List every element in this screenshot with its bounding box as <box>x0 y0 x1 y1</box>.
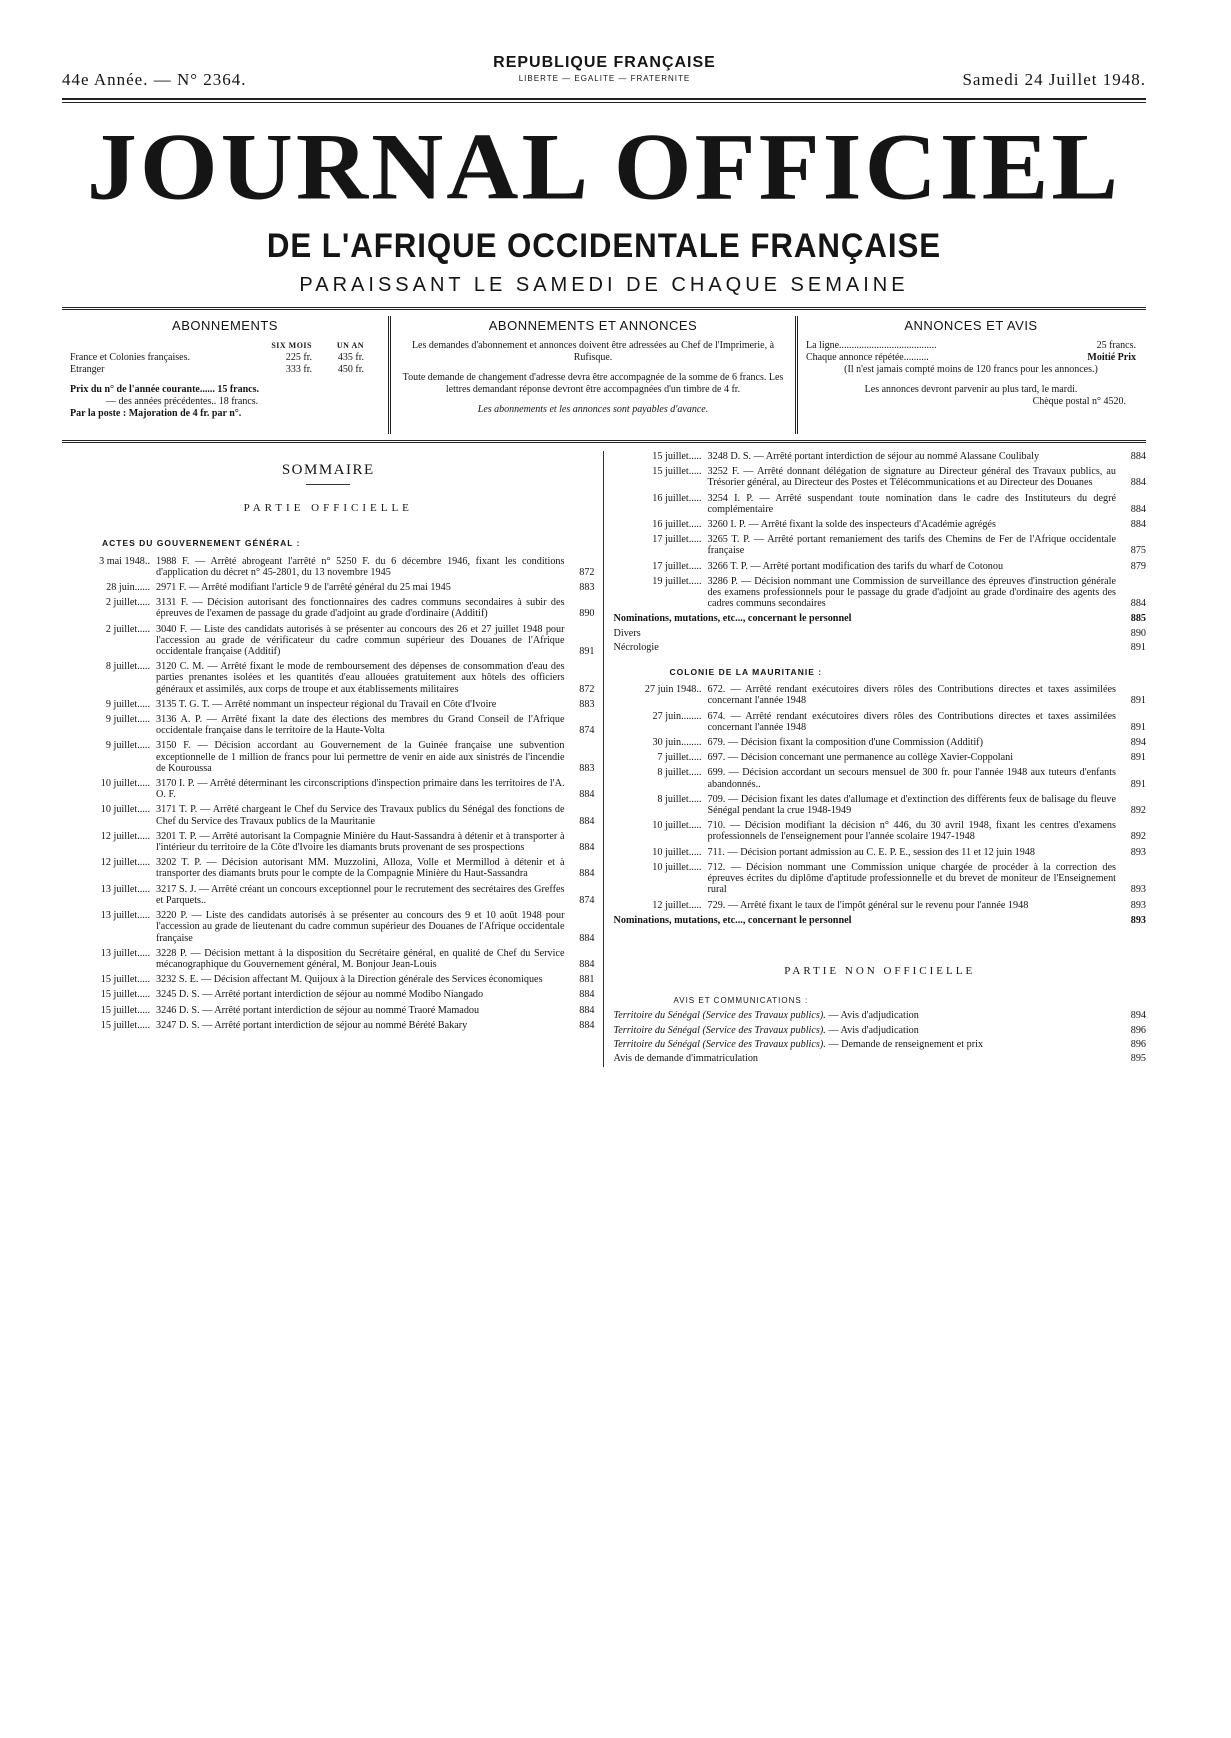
right-entry-list <box>614 451 1147 609</box>
entry-date: 15 juillet..... <box>100 989 150 1001</box>
sommaire-entry <box>614 466 1147 488</box>
entry-text: 3220 P. — Liste des candidats autorisés à se présenter au concours des 9 et 10 août 1948 pour l'accession au grade de lieutenant du cadre commun supérieur des Douanes de l'Afrique occidentale française <box>156 910 565 944</box>
entry-page: 891 <box>1130 778 1146 790</box>
sommaire-right-column <box>604 451 1147 1067</box>
entry-date: 28 juin...... <box>106 582 150 594</box>
sommaire-entry <box>614 900 1147 911</box>
issue-number: 44e Année. — N° 2364. <box>62 70 247 89</box>
entry-date: 12 juillet..... <box>100 857 150 869</box>
entry-page: 874 <box>579 725 595 737</box>
masthead-subtitle: DE L'AFRIQUE OCCIDENTALE FRANÇAISE <box>266 227 942 265</box>
entry-date: 9 juillet..... <box>105 740 150 752</box>
entry-text: 3170 I. P. — Arrêté déterminant les circonscriptions d'inspection primaire dans les territoires de l'A. O. F. <box>156 778 565 801</box>
abonnements-box <box>62 316 391 434</box>
entry-date: 9 juillet..... <box>105 714 150 726</box>
entry-date: 10 juillet..... <box>652 820 702 832</box>
sommaire-entry <box>62 948 595 970</box>
entry-text: 3248 D. S. — Arrêté portant interdiction de séjour au nommé Alassane Coulibaly <box>707 451 1040 462</box>
entry-text: 672. — Arrêté rendant exécutoires divers rôles des Contributions directes et taxes assimilées concernant l'année 1948 <box>707 684 1116 707</box>
sommaire-entry <box>614 451 1147 462</box>
sommaire-entry <box>614 493 1147 515</box>
entry-text <box>614 1053 1117 1064</box>
annonce-note: (Il n'est jamais compté moins de 120 francs pour les annonces.) <box>844 364 1098 375</box>
sommaire-entry <box>62 1005 595 1016</box>
entry-text: 710. — Décision modifiant la décision n° 446, du 30 avril 1948, fixant les centres d'examens professionnels de l'enseignement pour l'année scolaire 1947-1948 <box>707 820 1116 843</box>
entry-page: 891 <box>1130 721 1146 733</box>
entry-date: 30 juin........ <box>652 737 702 749</box>
entry-page: 892 <box>1130 831 1146 843</box>
mauritanie-entry-list <box>614 684 1147 910</box>
entry-page: 890 <box>579 608 595 620</box>
entry-date: 16 juillet..... <box>652 492 702 504</box>
entry-text: 3131 F. — Décision autorisant des fonctionnaires des cadres communs secondaires à subir des épreuves de l'examen de passage du grade d'adjoint au grade d'ordinaire (Additif) <box>156 597 565 620</box>
annonces-avis-heading: ANNONCES ET AVIS <box>904 318 1038 333</box>
entry-date: 17 juillet..... <box>652 534 702 546</box>
entry-page: 879 <box>1130 560 1146 572</box>
abonnements-col-headers <box>70 340 380 352</box>
entry-page: 896 <box>1130 1024 1146 1036</box>
entry-date: 10 juillet..... <box>100 804 150 816</box>
entry-date: 13 juillet..... <box>100 883 150 895</box>
sommaire-entry <box>614 820 1147 842</box>
avis-entry <box>614 1025 1147 1036</box>
entry-date: 10 juillet..... <box>100 778 150 790</box>
sommaire-entry <box>62 582 595 593</box>
sommaire-entry <box>62 740 595 774</box>
entry-page: 884 <box>579 842 595 854</box>
entry-page: 884 <box>579 789 595 801</box>
entry-text: 3202 T. P. — Décision autorisant MM. Muzzolini, Alloza, Volle et Mermillod à détenir et à transporter des diamants bruts pour le compte de la Compagnie Minière du Haut-Sassandra <box>156 857 565 880</box>
entry-text: 712. — Décision nommant une Commission unique chargée de procéder à la correction des épreuves écrites du diplôme d'aptitude professionnelle et du brevet de moniteur de l'Enseignement rural <box>707 861 1116 896</box>
sommaire-entry <box>62 1020 595 1031</box>
entry-page: 884 <box>579 1019 595 1031</box>
misc-entry <box>614 628 1147 639</box>
misc-entry <box>614 642 1147 653</box>
entry-text: 3135 T. G. T. — Arrêté nommant un inspecteur régional du Travail en Côte d'Ivoire <box>156 698 497 710</box>
avis-entry <box>614 1039 1147 1050</box>
entry-date: 2 juillet..... <box>105 597 150 609</box>
entry-date: 13 juillet..... <box>100 947 150 959</box>
avis-entry <box>614 1010 1147 1021</box>
partie-non-officielle-heading: PARTIE NON OFFICIELLE <box>784 964 976 977</box>
sommaire-left-column <box>62 451 604 1067</box>
entry-page: 872 <box>579 683 595 695</box>
mauritanie-nominations: Nominations, mutations, etc..., concernant le personnel 893 <box>613 914 1146 926</box>
entry-page: 891 <box>1130 752 1146 764</box>
annonce-price-line: Chaque annonce répétée.......... Moitié Prix <box>806 352 1136 363</box>
entry-page: 892 <box>1130 805 1146 817</box>
entry-date: 15 juillet..... <box>100 974 150 986</box>
sommaire-entry <box>614 684 1147 706</box>
entry-text: 699. — Décision accordant un secours mensuel de 300 fr. pour l'année 1948 aux tuteurs d'enfants abandonnés.. <box>707 767 1116 790</box>
abonnements-heading: ABONNEMENTS <box>172 318 278 333</box>
entry-date: 15 juillet..... <box>100 1019 150 1031</box>
entry-text: 3286 P. — Décision nommant une Commission de surveillance des épreuves d'instruction générale des examens professionnels pour le passage du grade d'adjoint au grade d'ordinaire des agents des cadres communs secondaires <box>707 575 1116 610</box>
prix-line: — des années précédentes.. 18 francs. <box>106 396 259 407</box>
entry-text: 3232 S. E. — Décision affectant M. Quijoux à la Direction générale des Services économiques <box>156 974 543 986</box>
entry-page: 893 <box>1130 846 1146 858</box>
entry-date: 10 juillet..... <box>652 861 702 873</box>
entry-territory: Territoire du Sénégal (Service des Travaux publics). <box>613 1038 826 1050</box>
sommaire-rule <box>306 484 350 485</box>
entry-page: 893 <box>1130 899 1146 911</box>
entry-date: 9 juillet..... <box>105 698 150 710</box>
sommaire-entry <box>614 767 1147 789</box>
entry-text: 1988 F. — Arrêté abrogeant l'arrêté n° 5250 F. du 6 décembre 1946, fixant les conditions d'application du décret n° 45-2801, du 13 novembre 1945 <box>156 555 565 578</box>
sommaire-entry <box>62 624 595 658</box>
avis-entry-list <box>614 1010 1147 1064</box>
entry-text: 3265 T. P. — Arrêté portant remaniement des tarifs des Chemins de Fer de l'Afrique occidentale française <box>707 534 1116 557</box>
cheque-postal: Chèque postal n° 4520. <box>1032 396 1126 407</box>
entry-date: 2 juillet..... <box>105 623 150 635</box>
entry-date: 15 juillet..... <box>652 466 702 478</box>
entry-page: 875 <box>1130 545 1146 557</box>
entry-text: 3246 D. S. — Arrêté portant interdiction de séjour au nommé Traoré Mamadou <box>156 1004 480 1016</box>
republic-title: REPUBLIQUE FRANÇAISE <box>493 54 716 71</box>
masthead-tagline: PARAISSANT LE SAMEDI DE CHAQUE SEMAINE <box>299 274 909 296</box>
sommaire-entry <box>614 561 1147 572</box>
misc-entry-list <box>614 613 1147 653</box>
entry-territory: Territoire du Sénégal (Service des Travaux publics). <box>613 1010 826 1022</box>
entry-text: 3247 D. S. — Arrêté portant interdiction de séjour au nommé Bérété Bakary <box>156 1019 468 1031</box>
sommaire-entry <box>614 752 1147 763</box>
entry-date: 10 juillet..... <box>652 846 702 858</box>
entry-page: 884 <box>579 1004 595 1016</box>
sommaire-entry <box>614 711 1147 733</box>
entry-subject: — Demande de renseignement et prix <box>825 1038 984 1050</box>
entry-text: 729. — Arrêté fixant le taux de l'impôt général sur le revenu pour l'année 1948 <box>707 899 1029 911</box>
entry-page: 884 <box>579 958 595 970</box>
entry-text: 3120 C. M. — Arrêté fixant le mode de remboursement des dépenses de consommation d'eau des parties prenantes isolées et les quantités d'eau allouées gratuitement aux hôtels des officiers généraux et assimilés, aux corps de troupe et aux établissements militaires <box>156 661 565 695</box>
sommaire-entry <box>62 857 595 879</box>
entry-page: 884 <box>1130 598 1146 610</box>
entry-page: 891 <box>1130 695 1146 707</box>
col-header-un-an: UN AN <box>336 341 364 350</box>
entry-subject: — Avis d'adjudication <box>825 1010 919 1022</box>
sommaire-entry <box>614 847 1147 858</box>
sommaire-entry <box>62 699 595 710</box>
entry-territory: Territoire du Sénégal (Service des Travaux publics). <box>613 1024 826 1036</box>
entry-page: 884 <box>579 868 595 880</box>
entry-date: 17 juillet..... <box>652 560 702 572</box>
entry-date: 12 juillet..... <box>100 830 150 842</box>
prix-line: Prix du n° de l'année courante...... 15 francs. <box>70 384 259 395</box>
entry-page: 884 <box>1130 503 1146 515</box>
sommaire-entry <box>614 576 1147 610</box>
price-row: Etranger 333 fr. 450 fr. <box>70 364 364 375</box>
sommaire-entry <box>62 556 595 578</box>
entry-text <box>614 1039 1117 1050</box>
entry-page: 883 <box>579 582 595 594</box>
entry-date: 15 juillet..... <box>652 451 702 462</box>
entry-page: 895 <box>1130 1052 1146 1064</box>
entry-text: 679. — Décision fixant la composition d'une Commission (Additif) <box>707 737 983 749</box>
entry-date: 12 juillet..... <box>652 899 702 911</box>
abonnements-annonces-p3: Les abonnements et les annonces sont payables d'avance. <box>477 404 709 415</box>
entry-page: 884 <box>1130 519 1146 531</box>
abonnements-annonces-box <box>391 316 798 434</box>
price-row: France et Colonies françaises. 225 fr. 435 fr. <box>70 352 364 363</box>
abonnements-annonces-p1: Les demandes d'abonnement et annonces doivent être adressées au Chef de l'Imprimerie, à Rufisque. <box>411 340 775 363</box>
sommaire-title: SOMMAIRE <box>281 462 375 478</box>
section-avis: AVIS ET COMMUNICATIONS : <box>673 996 809 1006</box>
entry-text: Nécrologie <box>613 641 659 653</box>
entry-page: 874 <box>579 894 595 906</box>
section-gouvernement-general: ACTES DU GOUVERNEMENT GÉNÉRAL : <box>102 538 301 549</box>
entry-text: 674. — Arrêté rendant exécutoires divers rôles des Contributions directes et taxes assimilées concernant l'année 1948 <box>707 710 1116 733</box>
entry-text: 3245 D. S. — Arrêté portant interdiction de séjour au nommé Modibo Niangado <box>156 989 484 1001</box>
annonces-avis-box <box>798 316 1144 434</box>
sommaire-entry <box>62 831 595 853</box>
entry-text: 709. — Décision fixant les dates d'allumage et d'extinction des différents feux de balisage du fleuve Sénégal pendant la crue 1948-1949 <box>707 793 1116 817</box>
masthead-title: JOURNAL OFFICIEL <box>86 113 1122 220</box>
section-mauritanie: COLONIE DE LA MAURITANIE : <box>669 667 823 678</box>
entry-date: 15 juillet..... <box>100 1004 150 1016</box>
abonnements-annonces-p2: Toute demande de changement d'adresse devra être accompagnée de la somme de 6 francs. Les lettres demandant réponse devront être accompagnées d'un timbre de 4 fr. <box>402 372 784 395</box>
sommaire-entry <box>614 794 1147 816</box>
entry-date: 8 juillet..... <box>657 767 702 779</box>
sommaire-entry <box>62 989 595 1000</box>
partie-officielle-heading: PARTIE OFFICIELLE <box>243 502 413 515</box>
sommaire-entry <box>62 884 595 906</box>
entry-text: Nominations, mutations, etc..., concernant le personnel <box>613 613 852 625</box>
entry-date: 3 mai 1948.. <box>99 555 150 567</box>
sommaire-entry <box>62 804 595 826</box>
entry-page: 884 <box>579 815 595 827</box>
avis-entry <box>614 1053 1147 1064</box>
prix-line: Par la poste : Majoration de 4 fr. par n°. <box>70 408 242 419</box>
entry-text: 3136 A. P. — Arrêté fixant la date des élections des membres du Grand Conseil de l'Afrique occidentale française dans le territoire de la Haute-Volta <box>156 714 565 737</box>
entry-page: 891 <box>579 646 595 658</box>
entry-page: 894 <box>1130 1010 1146 1022</box>
entry-text: Divers <box>613 627 641 639</box>
issue-date: Samedi 24 Juillet 1948. <box>962 70 1146 89</box>
entry-text: 2971 F. — Arrêté modifiant l'article 9 de l'arrêté général du 25 mai 1945 <box>156 582 451 594</box>
entry-subject: Avis de demande d'immatriculation <box>613 1052 759 1064</box>
entry-page: 883 <box>579 762 595 774</box>
entry-date: 8 juillet..... <box>657 793 702 805</box>
entry-text: 3252 F. — Arrêté donnant délégation de signature au Directeur général des Travaux publics, au Trésorier général, au Directeur des Postes et Télécommunications et au Directeur des Douanes <box>707 466 1116 489</box>
entry-text: 697. — Décision concernant une permanence au collège Xavier-Coppolani <box>707 752 1014 764</box>
entry-text: 3150 F. — Décision accordant au Gouvernement de la Guinée française une subvention exceptionnelle de 1 million de francs pour lui permettre de venir en aide aux sinistrés de l'incendie de Kouroussa <box>156 740 565 774</box>
entry-date: 8 juillet..... <box>105 661 150 673</box>
entry-page: 884 <box>1130 477 1146 489</box>
entry-page: 872 <box>579 566 595 578</box>
entry-text: 3254 I. P. — Arrêté suspendant toute nomination dans le cadre des Instituteurs du degré complémentaire <box>707 492 1116 515</box>
entry-subject: — Avis d'adjudication <box>825 1024 919 1036</box>
sommaire-entry <box>62 910 595 944</box>
entry-page: 885 <box>1130 613 1146 625</box>
entry-date: 7 juillet..... <box>657 752 702 764</box>
entry-text: 3260 I. P. — Arrêté fixant la solde des inspecteurs d'Académie agrégés <box>707 519 996 531</box>
sommaire-entry <box>614 534 1147 556</box>
republic-motto: LIBERTE — EGALITE — FRATERNITE <box>518 74 691 83</box>
misc-entry <box>614 613 1147 624</box>
annonce-deadline: Les annonces devront parvenir au plus tard, le mardi. <box>864 384 1078 395</box>
col-header-six-mois: SIX MOIS <box>271 341 312 350</box>
republic-heading <box>493 54 716 83</box>
entry-page: 884 <box>579 932 595 944</box>
entry-text <box>614 1010 1117 1021</box>
entry-text: 3171 T. P. — Arrêté chargeant le Chef du Service des Travaux publics du Sénégal des fonctions de Chef du Service des Travaux publics de la Mauritanie <box>156 804 565 827</box>
entry-page: 894 <box>1130 737 1146 749</box>
entry-page: 883 <box>579 698 595 710</box>
left-entry-list <box>62 556 595 1031</box>
info-box <box>62 307 1146 443</box>
top-header <box>62 52 1146 94</box>
entry-date: 27 juin........ <box>652 710 702 722</box>
annonce-price-line: La ligne....................................... 25 francs. <box>806 340 1136 351</box>
entry-page: 884 <box>1130 451 1146 462</box>
header-rule <box>62 98 1146 103</box>
journal-page <box>62 52 1146 1067</box>
entry-page: 881 <box>579 974 595 986</box>
entry-text: 711. — Décision portant admission au C. E. P. E., session des 11 et 12 juin 1948 <box>707 846 1035 858</box>
sommaire-entry <box>62 661 595 695</box>
sommaire-entry <box>62 597 595 619</box>
sommaire-entry <box>62 974 595 985</box>
entry-date: 16 juillet..... <box>652 519 702 531</box>
sommaire-entry <box>614 862 1147 896</box>
entry-text: 3266 T. P. — Arrêté portant modification des tarifs du wharf de Cotonou <box>707 560 1004 572</box>
entry-page: 890 <box>1130 627 1146 639</box>
entry-date: 19 juillet..... <box>652 575 702 587</box>
abonnements-annonces-heading: ABONNEMENTS ET ANNONCES <box>488 318 698 333</box>
entry-date: 27 juin 1948.. <box>644 684 702 696</box>
entry-page: 896 <box>1130 1038 1146 1050</box>
sommaire-entry <box>62 714 595 736</box>
sommaire-entry <box>62 778 595 800</box>
entry-text: 3201 T. P. — Arrêté autorisant la Compagnie Minière du Haut-Sassandra à détenir et à transporter à l'intérieur du territoire de la Côte d'Ivoire les diamants bruts provenant de ses prospections <box>156 830 565 854</box>
entry-page: 891 <box>1130 641 1146 653</box>
entry-text: 3228 P. — Décision mettant à la disposition du Secrétaire général, en qualité de Chef du Service mécanographique du Gouvernement général, M. Bonjour Jean-Louis <box>156 947 565 970</box>
entry-text: 3040 F. — Liste des candidats autorisés à se présenter au concours des 26 et 27 juillet 1948 pour l'accession au grade de vérificateur du cadre commun supérieur des Douanes de l'Afrique occidentale française (Additif) <box>156 623 565 658</box>
entry-page: 884 <box>579 989 595 1001</box>
entry-text: 3217 S. J. — Arrêté créant un concours exceptionnel pour le recrutement des secrétaires des Greffes et Parquets.. <box>156 883 565 906</box>
sommaire-body <box>62 451 1146 1067</box>
sommaire-entry <box>614 519 1147 530</box>
entry-text <box>614 1025 1117 1036</box>
entry-page: 893 <box>1130 884 1146 896</box>
sommaire-entry <box>614 737 1147 748</box>
entry-date: 13 juillet..... <box>100 910 150 922</box>
